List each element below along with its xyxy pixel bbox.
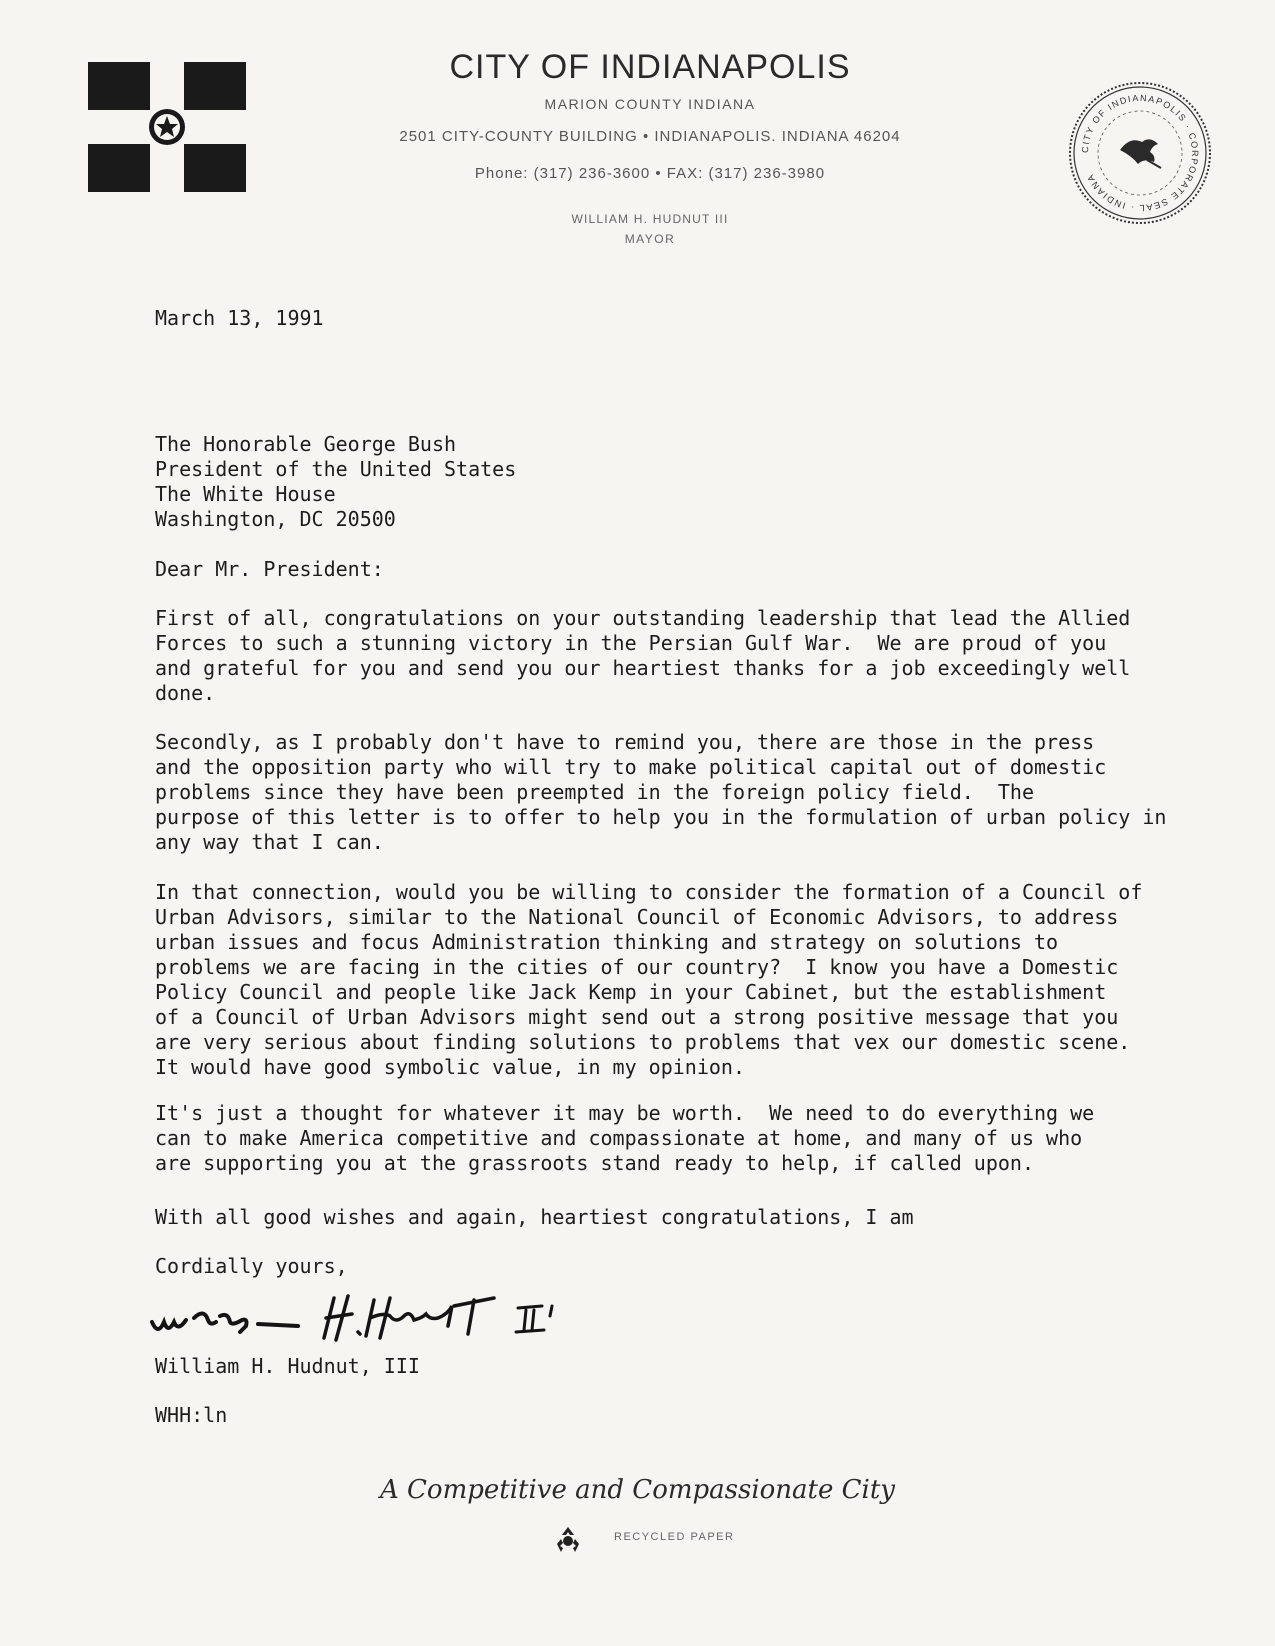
- paragraph-5: With all good wishes and again, heartiest congratulations, I am: [155, 1205, 914, 1229]
- letterhead-phone: Phone: (317) 236-3600 • FAX: (317) 236-3980: [474, 165, 826, 182]
- paragraph-2: Secondly, as I probably don't have to remind you, there are those in the press and the opposition party who will try to make political capital out of domestic problems since they have been preempted in the foreign policy field. The purpose of this letter is to offer to help you in the formulation of urban policy in any way that I can.: [155, 730, 1167, 854]
- corporate-seal-icon: [1065, 78, 1215, 228]
- seal-text: CITY OF INDIANAPOLIS · CORPORATE SEAL · INDIANA: [1079, 92, 1201, 214]
- letter-date: March 13, 1991: [155, 306, 324, 330]
- city-flag-logo: [88, 62, 258, 192]
- signature-text: William H. Hudnut III: [148, 1288, 161, 1289]
- typist-initials: WHH:ln: [155, 1403, 228, 1427]
- signer-name: William H. Hudnut, III: [155, 1354, 420, 1378]
- recycle-icon: [553, 1524, 583, 1554]
- letterhead-county: MARION COUNTY INDIANA: [544, 96, 756, 112]
- letterhead-mayor-name: WILLIAM H. HUDNUT III: [571, 212, 729, 226]
- salutation: Dear Mr. President:: [155, 557, 384, 581]
- paragraph-1: First of all, congratulations on your outstanding leadership that lead the Allied Forces to such a stunning victory in the Persian Gulf War. We are proud of you and grateful for you and send you our heartiest thanks for a job exceedingly well done.: [155, 606, 1131, 705]
- letterhead-city: CITY OF INDIANAPOLIS: [449, 48, 851, 86]
- paragraph-4: It's just a thought for whatever it may be worth. We need to do everything we can to make America competitive and compassionate at home, and many of us who are supporting you at the grassroots stand ready to help, if called upon.: [155, 1101, 1095, 1175]
- paragraph-3: In that connection, would you be willing to consider the formation of a Council of Urban Advisors, similar to the National Council of Economic Advisors, to address urban issues and focus Administration thinking and strategy on solutions to problems we are facing in the cities of our country? I know you have a Domestic Policy Council and people like Jack Kemp in your Cabinet, but the establishment of a Council of Urban Advisors might send out a strong positive message that you are very serious about finding solutions to problems that vex our domestic scene. It would have good symbolic value, in my opinion.: [155, 880, 1143, 1079]
- city-motto: A Competitive and Compassionate City: [380, 1475, 895, 1505]
- handwritten-signature: [148, 1288, 608, 1350]
- recycled-paper-label: RECYCLED PAPER: [614, 1531, 735, 1543]
- closing: Cordially yours,: [155, 1254, 348, 1278]
- recipient-address: The Honorable George Bush President of the United States The White House Washington, DC 20500: [155, 432, 517, 531]
- letterhead-address: 2501 CITY-COUNTY BUILDING • INDIANAPOLIS. INDIANA 46204: [399, 128, 901, 145]
- letterhead-mayor-title: MAYOR: [624, 232, 676, 246]
